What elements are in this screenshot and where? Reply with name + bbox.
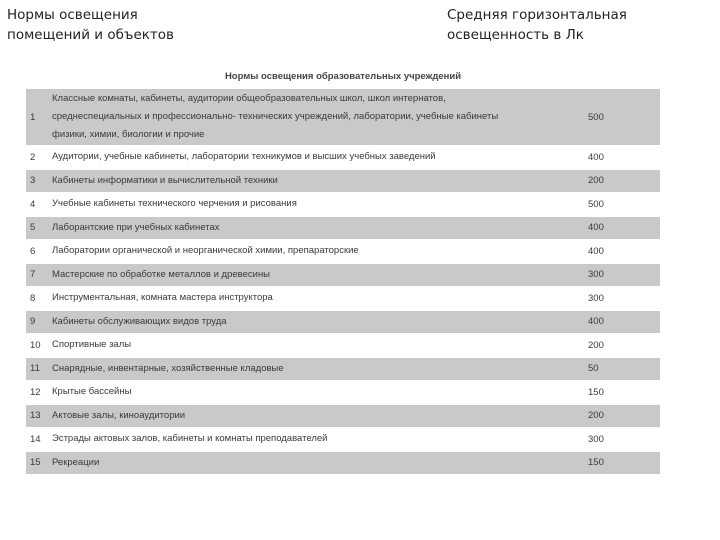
- row-number: 4: [30, 198, 36, 210]
- row-value: 300: [588, 292, 604, 304]
- lighting-norms-table: [26, 89, 660, 475]
- table-row: [26, 358, 660, 382]
- table-row: [26, 381, 660, 405]
- header-right-line-1: Средняя горизонтальная: [447, 7, 627, 23]
- row-name: [52, 172, 588, 190]
- row-name: [52, 195, 588, 213]
- row-number: 10: [30, 339, 41, 351]
- table-row: [26, 428, 660, 452]
- row-number: 2: [30, 151, 36, 163]
- row-name: [52, 313, 588, 331]
- row-number: 1: [30, 111, 36, 123]
- table-row: [26, 287, 660, 311]
- row-value: 150: [588, 457, 604, 469]
- row-number: 15: [30, 457, 41, 469]
- row-number: 7: [30, 269, 36, 281]
- row-name-line: Аудитории, учебные кабинеты, лаборатории техникумов и высших учебных заведений: [52, 151, 436, 163]
- row-name: [52, 336, 588, 354]
- row-name: [52, 219, 588, 237]
- row-number: 6: [30, 245, 36, 257]
- row-name: [52, 407, 588, 425]
- row-name: [52, 360, 588, 378]
- row-name-line: Рекреации: [52, 456, 100, 468]
- row-name-line: Кабинеты информатики и вычислительной техники: [52, 174, 278, 186]
- row-number: 13: [30, 410, 41, 422]
- row-name-line: Эстрады актовых залов, кабинеты и комнаты преподавателей: [52, 433, 328, 445]
- row-name-line: среднеспециальных и профессионально- технических учреждений, лаборатории, учебные кабинеты: [52, 111, 499, 122]
- table-row: [26, 405, 660, 429]
- row-name-line: Лаборантские при учебных кабинетах: [52, 221, 220, 233]
- table-row: [26, 170, 660, 194]
- row-number: 8: [30, 292, 36, 304]
- row-value: 300: [588, 433, 604, 445]
- row-name-line: физики, химии, биологии и прочие: [52, 129, 205, 140]
- row-value: 400: [588, 316, 604, 328]
- header-left-line-1: Нормы освещения: [7, 7, 138, 23]
- header-left-line-2: помещений и объектов: [7, 27, 174, 43]
- row-name: [52, 242, 588, 260]
- row-number: 5: [30, 222, 36, 234]
- table-row: [26, 146, 660, 170]
- table-row: [26, 217, 660, 241]
- row-name-line: Классные комнаты, кабинеты, аудитории общеобразовательных школ, школ интернатов,: [52, 93, 446, 104]
- row-value: 150: [588, 386, 604, 398]
- row-name: [52, 383, 588, 401]
- row-name-line: Актовые залы, киноаудитории: [52, 409, 186, 421]
- row-value: 500: [588, 198, 604, 210]
- row-number: 9: [30, 316, 36, 328]
- row-name: [52, 430, 588, 448]
- row-value: 200: [588, 410, 604, 422]
- row-name-line: Снарядные, инвентарные, хозяйственные кладовые: [52, 362, 284, 374]
- row-name-line: Инструментальная, комната мастера инструктора: [52, 292, 273, 304]
- table-row: [26, 193, 660, 217]
- header-right-line-2: освещенность в Лк: [447, 27, 584, 43]
- row-name-line: Учебные кабинеты технического черчения и рисования: [52, 198, 297, 210]
- table-row: [26, 89, 660, 146]
- table-row: [26, 311, 660, 335]
- row-number: 11: [30, 363, 40, 375]
- header-right-caption: [447, 5, 707, 45]
- row-value: 400: [588, 245, 604, 257]
- row-value: 400: [588, 151, 604, 163]
- row-name: [52, 266, 588, 284]
- row-value: 500: [588, 111, 604, 123]
- row-number: 3: [30, 175, 36, 187]
- row-name-line: Крытые бассейны: [52, 386, 132, 398]
- row-name-line: Кабинеты обслуживающих видов труда: [52, 315, 227, 327]
- header-left-caption: [7, 5, 267, 45]
- row-value: 200: [588, 175, 604, 187]
- row-name-line: Лаборатории органической и неорганической химии, препараторские: [52, 245, 359, 257]
- table-row: [26, 452, 660, 476]
- row-number: 14: [30, 433, 41, 445]
- row-value: 200: [588, 339, 604, 351]
- row-name-line: Мастерские по обработке металлов и древесины: [52, 268, 271, 280]
- row-value: 300: [588, 269, 604, 281]
- row-name-line: Спортивные залы: [52, 339, 132, 351]
- table-title: Нормы освещения образовательных учреждений: [224, 71, 462, 82]
- row-value: 400: [588, 222, 604, 234]
- row-number: 12: [30, 386, 41, 398]
- row-name: [52, 148, 588, 166]
- table-row: [26, 240, 660, 264]
- table-row: [26, 334, 660, 358]
- row-value: 50: [588, 363, 599, 375]
- row-name: [52, 454, 588, 472]
- row-name: [52, 289, 588, 307]
- table-row: [26, 264, 660, 288]
- row-name: [52, 90, 588, 144]
